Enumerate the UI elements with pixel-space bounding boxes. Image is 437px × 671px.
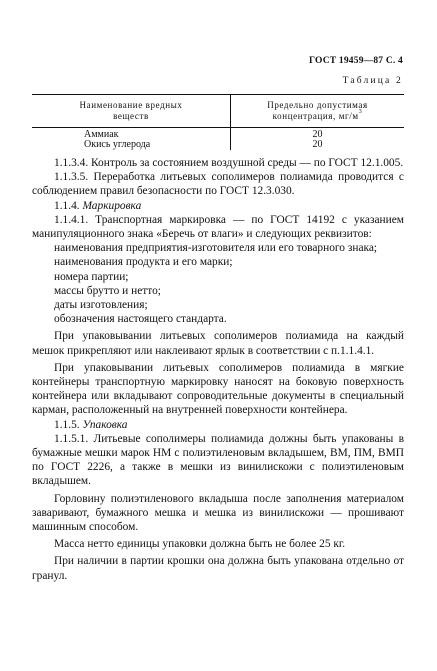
list-item: даты изготовления; [54, 299, 148, 312]
unit-superscript: 3 [358, 109, 363, 115]
section-heading-packing: 1.1.5. Упаковка [54, 418, 128, 431]
concentration-value: 20 [312, 129, 323, 140]
table-row [32, 140, 404, 150]
paragraph: 1.1.3.5. Переработка литьевых сополимеров полиамида проводится с соблюдением правил безопасности по ГОСТ 12.3.030. [32, 171, 404, 198]
hazard-table [32, 94, 404, 150]
document-body [32, 156, 404, 583]
col2-header: Предельно допустимая концентрация, $мг/м^3$ [231, 95, 405, 128]
list-item: номера партии; [54, 270, 129, 283]
substance-name: Аммиак [32, 128, 231, 141]
section-title: Маркировка [82, 199, 142, 212]
list-item: обозначения настоящего стандарта. [54, 313, 227, 326]
paragraph: 1.1.3.4. Контроль за состоянием воздушной среды — по ГОСТ 12.1.005. [54, 157, 404, 169]
list-item: наименования продукта и его марки; [54, 256, 233, 269]
section-title: Упаковка [82, 418, 128, 431]
paragraph: При упаковывании литьевых сополимеров полиамида в мягкие контейнеры транспортную маркировку наносят на боковую поверхность контейнера или вкладывают сопроводительные документы в специальный карман, расположенный на внутренней поверхности контейнера. [32, 361, 404, 417]
list-item: массы брутто и нетто; [54, 284, 161, 297]
list-item: наименования предприятия-изготовителя или его товарного знака; [54, 242, 378, 255]
paragraph: 1.1.4.1. Транспортная маркировка — по ГОСТ 14192 с указанием манипуляционного знака «Беречь от влаги» и следующих реквизитов: [32, 213, 404, 241]
paragraph: При наличии в партии крошки она должна быть упакована отдельно от гранул. [32, 555, 404, 582]
page-header: ГОСТ 19459—87 С. 4 [309, 56, 403, 66]
concentration-value: 20 [312, 139, 323, 150]
col1-header: Наименование вредных веществ [32, 95, 231, 128]
substance-name: Окись углерода [32, 140, 231, 150]
paragraph: 1.1.5.1. Литьевые сополимеры полиамида должны быть упакованы в бумажные мешки марок НМ с полиэтиленовым вкладышем, ВМ, ПМ, ВМП по ГОСТ 2226, а также в мешки из винилискожи с полиэтиленовым вкладышем. [32, 432, 404, 488]
paragraph: Масса нетто единицы упаковки должна быть не более 25 кг. [54, 538, 346, 551]
table-caption: Таблица 2 [342, 76, 403, 86]
paragraph: При упаковывании литьевых сополимеров полиамида на каждый мешок прикрепляют или наклеивают ярлык в соответствии с п.1.1.4.1. [32, 330, 404, 357]
paragraph: Горловину полиэтиленового вкладыша после заполнения материалом заваривают, бумажного мешка и мешка из винилискожи — прошивают машинным способом. [32, 492, 404, 534]
section-heading-marking: 1.1.4. Маркировка [54, 199, 142, 212]
